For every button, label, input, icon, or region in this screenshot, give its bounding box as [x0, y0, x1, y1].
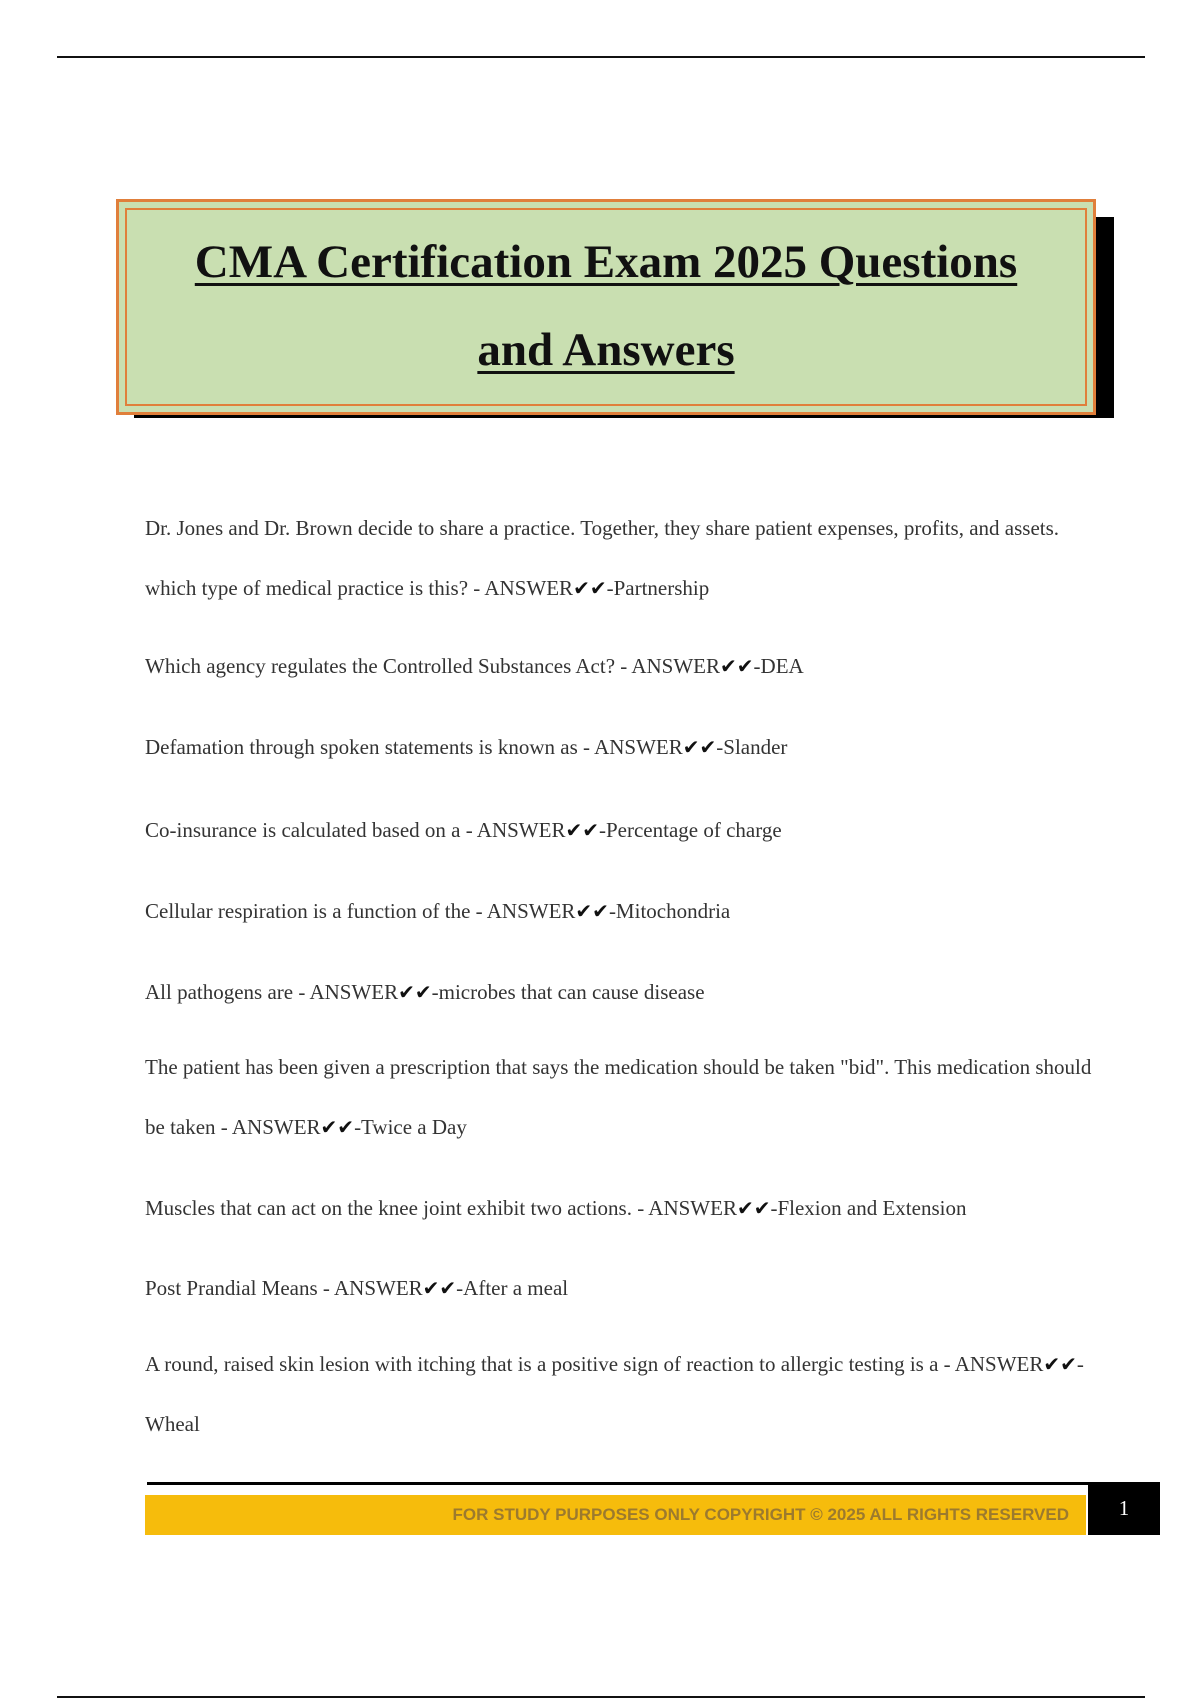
qa-item: [145, 1258, 1095, 1318]
qa-item: [145, 498, 1095, 618]
qa-question: Post Prandial Means - ANSWER: [145, 1276, 423, 1300]
check-icon: ✔✔: [320, 1115, 355, 1139]
qa-answer: -After a meal: [456, 1276, 569, 1300]
qa-question: All pathogens are - ANSWER: [145, 980, 399, 1004]
qa-question: Dr. Jones and Dr. Brown decide to share a practice. Together, they share patient expenses, profits, and assets. which type of medical practice is this? - ANSWER: [145, 516, 1060, 600]
footer-copyright: FOR STUDY PURPOSES ONLY COPYRIGHT © 2025 ALL RIGHTS RESERVED: [145, 1495, 1086, 1535]
qa-question: A round, raised skin lesion with itching that is a positive sign of reaction to allergic testing is a - ANSWER: [145, 1352, 1044, 1376]
footer-rule: [147, 1482, 1088, 1485]
qa-answer: -Wheal: [145, 1352, 1084, 1436]
qa-item: [145, 1037, 1095, 1157]
qa-answer: -DEA: [753, 654, 804, 678]
check-icon: ✔✔: [422, 1276, 457, 1300]
qa-item: [145, 881, 1095, 941]
qa-item: [145, 962, 1095, 1022]
qa-question: The patient has been given a prescription that says the medication should be taken "bid". This medication should be taken - ANSWER: [145, 1055, 1092, 1139]
qa-answer: -Slander: [716, 735, 788, 759]
qa-answer: -Twice a Day: [354, 1115, 467, 1139]
title-line-1: CMA Certification Exam 2025 Questions: [194, 236, 1018, 288]
qa-item: [145, 1334, 1095, 1454]
title-banner-box: [116, 199, 1096, 415]
header-rule: [57, 56, 1145, 58]
check-icon: ✔✔: [565, 818, 599, 842]
check-icon: ✔✔: [720, 654, 754, 678]
check-icon: ✔✔: [682, 735, 717, 759]
qa-question: Defamation through spoken statements is known as - ANSWER: [145, 735, 683, 759]
check-icon: ✔✔: [398, 980, 432, 1004]
qa-answer: -Partnership: [606, 576, 710, 600]
check-icon: ✔✔: [573, 576, 607, 600]
qa-question: Muscles that can act on the knee joint exhibit two actions. - ANSWER: [145, 1196, 737, 1220]
page-number: 1: [1088, 1482, 1160, 1535]
qa-answer: -Mitochondria: [608, 899, 731, 923]
qa-answer: -Percentage of charge: [598, 818, 782, 842]
qa-item: [145, 800, 1095, 860]
qa-item: [145, 1178, 1095, 1238]
qa-question: Cellular respiration is a function of the - ANSWER: [145, 899, 576, 923]
qa-item: [145, 636, 1095, 696]
check-icon: ✔✔: [1043, 1352, 1077, 1376]
check-icon: ✔✔: [736, 1196, 771, 1220]
qa-question: Co-insurance is calculated based on a - ANSWER: [145, 818, 566, 842]
bottom-rule: [57, 1696, 1145, 1698]
check-icon: ✔✔: [575, 899, 609, 923]
document-title: [139, 218, 1073, 394]
qa-answer: -Flexion and Extension: [770, 1196, 967, 1220]
qa-answer: -microbes that can cause disease: [431, 980, 705, 1004]
title-line-2: and Answers: [477, 324, 735, 376]
qa-question: Which agency regulates the Controlled Substances Act? - ANSWER: [145, 654, 721, 678]
title-banner: [116, 199, 1114, 418]
qa-item: [145, 717, 1095, 777]
